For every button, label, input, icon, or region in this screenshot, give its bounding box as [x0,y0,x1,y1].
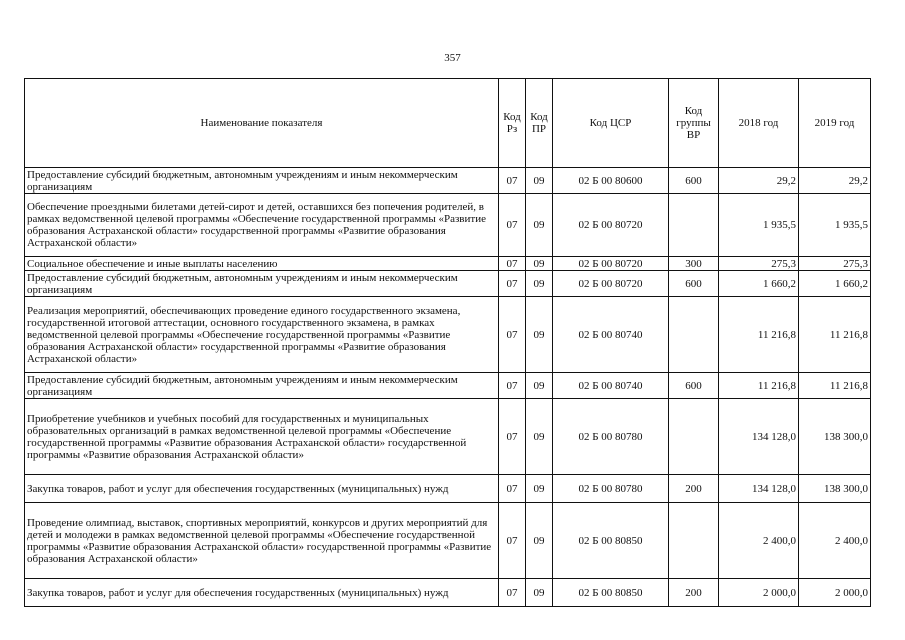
row-pr: 09 [526,271,553,297]
row-2019: 29,2 [799,168,871,194]
row-vr: 200 [669,475,719,503]
row-2018: 29,2 [719,168,799,194]
row-csr: 02 Б 00 80850 [553,579,669,607]
row-name: Закупка товаров, работ и услуг для обеспечения государственных (муниципальных) нужд [25,579,499,607]
row-pr: 09 [526,168,553,194]
table-row [25,257,871,271]
row-2018: 275,3 [719,257,799,271]
row-2019: 2 000,0 [799,579,871,607]
row-2019: 11 216,8 [799,373,871,399]
header-vr: Код группы ВР [669,79,719,168]
row-name: Проведение олимпиад, выставок, спортивных мероприятий, конкурсов и других мероприятий для детей и молодежи в рамках ведомственной целевой программы «Обеспечение государственной программы «Развитие образования Астраханской области» государственной программы «Развитие образования Астраханской области» [25,503,499,579]
row-csr: 02 Б 00 80850 [553,503,669,579]
header-rz: Код Рз [499,79,526,168]
row-rz: 07 [499,373,526,399]
header-csr: Код ЦСР [553,79,669,168]
row-pr: 09 [526,257,553,271]
row-pr: 09 [526,503,553,579]
row-csr: 02 Б 00 80600 [553,168,669,194]
row-rz: 07 [499,475,526,503]
row-csr: 02 Б 00 80720 [553,257,669,271]
header-2019: 2019 год [799,79,871,168]
row-rz: 07 [499,271,526,297]
row-2018: 134 128,0 [719,399,799,475]
row-2018: 11 216,8 [719,373,799,399]
table-row [25,194,871,257]
row-2019: 1 660,2 [799,271,871,297]
row-vr [669,399,719,475]
table-row [25,297,871,373]
row-csr: 02 Б 00 80720 [553,194,669,257]
row-name: Социальное обеспечение и иные выплаты населению [25,257,499,271]
row-rz: 07 [499,297,526,373]
row-2019: 11 216,8 [799,297,871,373]
row-2019: 138 300,0 [799,399,871,475]
row-pr: 09 [526,194,553,257]
row-2018: 2 400,0 [719,503,799,579]
header-pr: Код ПР [526,79,553,168]
row-vr: 600 [669,373,719,399]
table-row [25,271,871,297]
row-name: Обеспечение проездными билетами детей-сирот и детей, оставшихся без попечения родителей, в рамках ведомственной целевой программы «Обеспечение государственной программы «Развитие образования Астраханской области» государственной программы «Развитие образования Астраханской области» [25,194,499,257]
row-vr: 300 [669,257,719,271]
row-name: Реализация мероприятий, обеспечивающих проведение единого государственного экзамена, государственной итоговой аттестации, основного государственного экзамена, в рамках ведомственной целевой программы «Обеспечение государственной программы «Развитие образования Астраханской области» государственной программы «Развитие образования Астраханской области» [25,297,499,373]
table-row [25,475,871,503]
row-rz: 07 [499,194,526,257]
row-2019: 138 300,0 [799,475,871,503]
row-csr: 02 Б 00 80740 [553,373,669,399]
row-vr [669,503,719,579]
page-number: 357 [444,52,461,64]
header-2018: 2018 год [719,79,799,168]
row-name: Приобретение учебников и учебных пособий для государственных и муниципальных образовательных организаций в рамках ведомственной целевой программы «Обеспечение государственной программы «Развитие образования Астраханской области» государственной программы «Развитие образования Астраханской области» [25,399,499,475]
row-csr: 02 Б 00 80780 [553,475,669,503]
row-pr: 09 [526,297,553,373]
budget-table [24,78,871,607]
row-csr: 02 Б 00 80720 [553,271,669,297]
row-pr: 09 [526,373,553,399]
row-pr: 09 [526,475,553,503]
row-rz: 07 [499,399,526,475]
row-vr: 600 [669,168,719,194]
row-2018: 1 935,5 [719,194,799,257]
table-row [25,503,871,579]
row-vr: 600 [669,271,719,297]
row-2018: 11 216,8 [719,297,799,373]
row-csr: 02 Б 00 80780 [553,399,669,475]
row-2018: 1 660,2 [719,271,799,297]
table-row [25,168,871,194]
row-name: Предоставление субсидий бюджетным, автономным учреждениям и иным некоммерческим организациям [25,373,499,399]
table-row [25,373,871,399]
row-name: Закупка товаров, работ и услуг для обеспечения государственных (муниципальных) нужд [25,475,499,503]
row-rz: 07 [499,503,526,579]
row-vr [669,297,719,373]
table-row [25,579,871,607]
row-vr [669,194,719,257]
row-pr: 09 [526,579,553,607]
row-rz: 07 [499,579,526,607]
row-name: Предоставление субсидий бюджетным, автономным учреждениям и иным некоммерческим организациям [25,271,499,297]
row-2018: 134 128,0 [719,475,799,503]
row-2019: 275,3 [799,257,871,271]
row-2019: 2 400,0 [799,503,871,579]
row-rz: 07 [499,168,526,194]
row-vr: 200 [669,579,719,607]
row-2019: 1 935,5 [799,194,871,257]
row-csr: 02 Б 00 80740 [553,297,669,373]
table-row [25,399,871,475]
row-name: Предоставление субсидий бюджетным, автономным учреждениям и иным некоммерческим организациям [25,168,499,194]
row-rz: 07 [499,257,526,271]
table-header-row [25,79,871,168]
row-pr: 09 [526,399,553,475]
row-2018: 2 000,0 [719,579,799,607]
header-name: Наименование показателя [25,79,499,168]
